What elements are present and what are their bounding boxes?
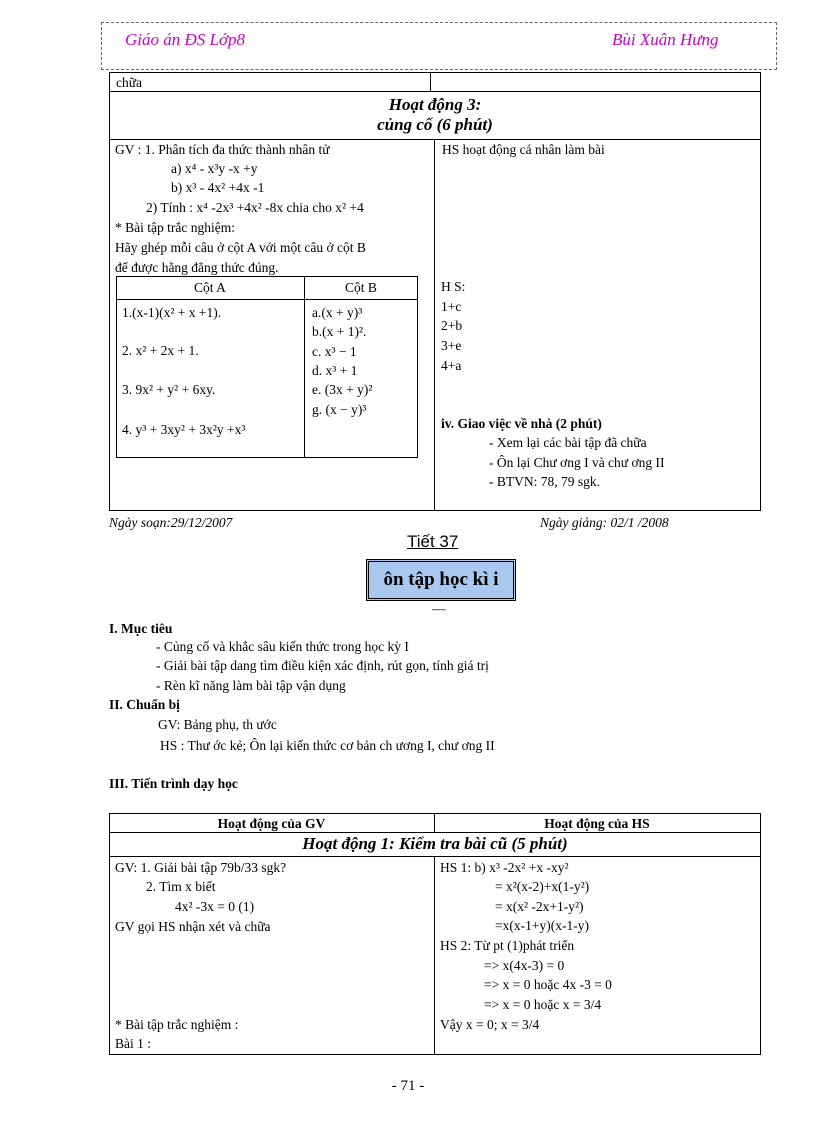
gv-task-2: 2) Tính : x⁴ -2x³ +4x² -8x chia cho x² +4 xyxy=(146,200,364,215)
gv-exercise-2: 2. Tìm x biết xyxy=(146,879,216,894)
section-preparation-title: II. Chuẩn bị xyxy=(109,697,180,712)
col-b-item-c: c. x³ − 1 xyxy=(312,344,357,359)
col-hs-header: Hoạt động của HS xyxy=(544,816,650,831)
col-a-item-3: 3. 9x² + y² + 6xy. xyxy=(122,382,216,397)
page-number: - 71 - xyxy=(391,1078,425,1094)
hs-activity: HS hoạt động cá nhân làm bài xyxy=(442,142,605,157)
col-a-item-1: 1.(x-1)(x² + x +1). xyxy=(122,305,222,320)
col-a-item-2: 2. x² + 2x + 1. xyxy=(122,343,199,358)
hs-solution-2-step-2: => x = 0 hoặc 4x -3 = 0 xyxy=(484,977,612,992)
activity3-title: Hoạt động 3: xyxy=(388,95,482,114)
objective-2: - Giải bài tập dang tìm điều kiện xác định, rút gọn, tính giá trị xyxy=(156,658,489,673)
section-process-title: III. Tiến trình dạy học xyxy=(109,776,238,791)
col-a-header: Cột A xyxy=(194,280,226,295)
objective-3: - Rèn kĩ năng làm bài tập vận dụng xyxy=(156,678,346,693)
date-taught: Ngày giảng: 02/1 /2008 xyxy=(540,515,669,530)
activity1-title: Hoạt động 1: Kiểm tra bài cũ (5 phút) xyxy=(302,834,568,853)
prep-student: HS : Thư ớc kẻ; Ôn lại kiến thức cơ bản ch ương I, chư ơng II xyxy=(160,738,495,753)
header-subject: Giáo án ĐS Lớp8 xyxy=(125,30,246,49)
hs-conclusion: Vậy x = 0; x = 3/4 xyxy=(440,1017,540,1032)
header-author: Bùi Xuân Hưng xyxy=(612,30,719,49)
hs-solution-step-2: = x(x² -2x+1-y²) xyxy=(495,899,584,914)
hs-solution-step-1: = x²(x-2)+x(1-y²) xyxy=(495,879,590,894)
homework-item-2: - Ôn lại Chư ơng I và chư ơng II xyxy=(489,455,665,470)
homework-item-1: - Xem lại các bài tập đã chữa xyxy=(489,435,647,450)
prep-teacher: GV: Bảng phụ, th ước xyxy=(158,717,277,732)
gv-equation: 4x² -3x = 0 (1) xyxy=(175,899,255,914)
hs-answer-3: 3+e xyxy=(441,338,462,353)
lesson-title: ôn tập học kì i xyxy=(366,559,516,601)
gv-quiz-instruction-2: để được hằng đẳng thức đúng. xyxy=(115,260,279,275)
hs-solution-2-step-3: => x = 0 hoặc x = 3/4 xyxy=(484,997,602,1012)
hs-solution-1: HS 1: b) x³ -2x² +x -xy² xyxy=(440,860,569,875)
hs-answer-label: H S: xyxy=(441,279,466,294)
hs-solution-2: HS 2: Từ pt (1)phát triển xyxy=(440,938,575,953)
section-objectives-title: I. Mục tiêu xyxy=(109,621,173,636)
col-gv-header: Hoạt động của GV xyxy=(217,816,326,831)
gv-quiz-instruction-1: Hãy ghép mỗi câu ở cột A với một câu ở cột B xyxy=(115,240,366,255)
gv-task-1: GV : 1. Phân tích đa thức thành nhân tử xyxy=(115,142,330,157)
gv-task-1a: a) x⁴ - x³y -x +y xyxy=(171,161,258,176)
gv-quiz-title: * Bài tập trắc nghiệm: xyxy=(115,220,235,235)
col-b-item-e: e. (3x + y)² xyxy=(312,382,373,397)
gv-exercise-1: GV: 1. Giải bài tập 79b/33 sgk? xyxy=(115,860,287,875)
col-b-header: Cột B xyxy=(345,280,377,295)
col-b-item-b: b.(x + 1)². xyxy=(312,324,367,339)
hs-solution-step-3: =x(x-1+y)(x-1-y) xyxy=(495,918,589,933)
title-dash: — xyxy=(432,601,446,616)
gv-quiz-title-2: * Bài tập trắc nghiệm : xyxy=(115,1017,239,1032)
gv-task-1b: b) x³ - 4x² +4x -1 xyxy=(171,180,265,195)
col-b-item-a: a.(x + y)³ xyxy=(312,305,363,320)
activity3-subtitle: củng cố (6 phút) xyxy=(377,115,493,134)
hs-solution-2-step-1: => x(4x-3) = 0 xyxy=(484,958,565,973)
col-a-item-4: 4. y³ + 3xy² + 3x²y +x³ xyxy=(122,422,246,437)
homework-item-3: - BTVN: 78, 79 sgk. xyxy=(489,474,600,489)
gv-quiz-item-1: Bài 1 : xyxy=(115,1036,151,1051)
lesson-number: Tiết 37 xyxy=(407,532,459,551)
homework-title: iv. Giao việc về nhà (2 phút) xyxy=(441,416,602,431)
hs-answer-4: 4+a xyxy=(441,358,462,373)
hs-answer-1: 1+c xyxy=(441,299,462,314)
objective-1: - Củng cố và khắc sâu kiến thức trong học kỳ I xyxy=(156,639,409,654)
col-b-item-d: d. x³ + 1 xyxy=(312,363,358,378)
top-cell-text: chữa xyxy=(116,75,143,90)
hs-answer-2: 2+b xyxy=(441,318,463,333)
gv-call-student: GV gọi HS nhận xét và chữa xyxy=(115,919,271,934)
date-prepared: Ngày soạn:29/12/2007 xyxy=(109,515,233,530)
col-b-item-g: g. (x − y)³ xyxy=(312,402,367,417)
